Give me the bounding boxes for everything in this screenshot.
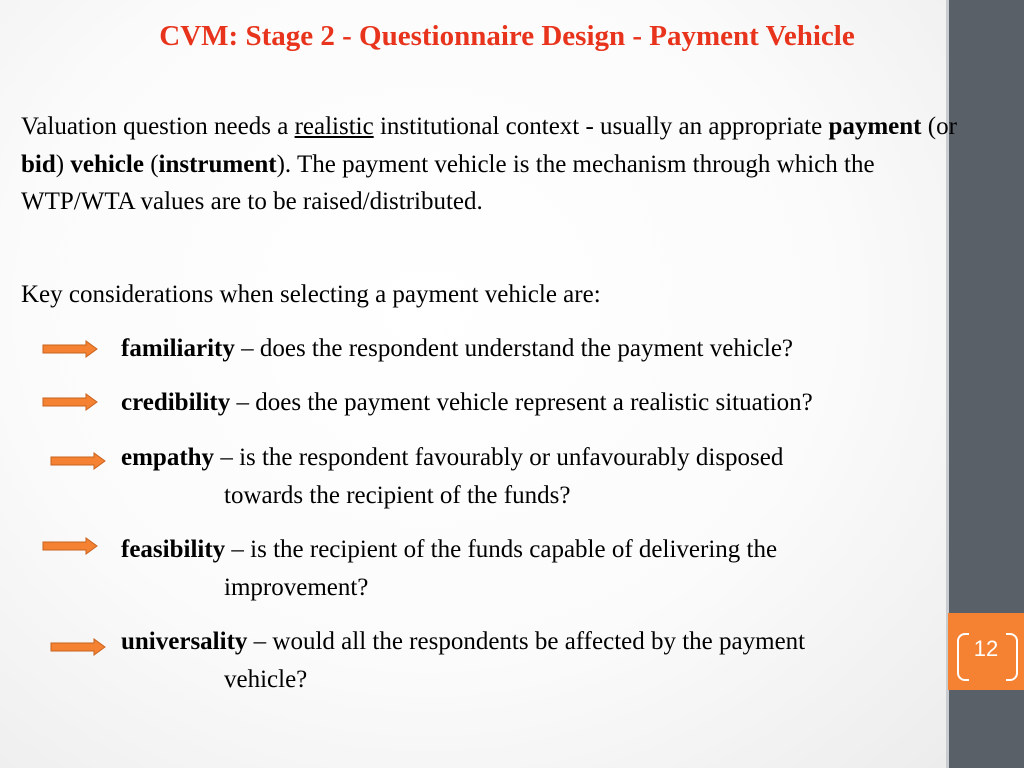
consideration-term: universality xyxy=(121,628,248,655)
right-arrow-icon xyxy=(42,537,98,555)
consideration-continuation: improvement? xyxy=(224,573,369,601)
right-arrow-icon xyxy=(50,638,106,656)
right-arrow-icon xyxy=(42,340,98,358)
consideration-text: – is the respondent favourably or unfavourably disposed xyxy=(214,444,784,471)
page-number: 12 xyxy=(973,636,999,661)
consideration-term: empathy xyxy=(121,444,215,471)
vehicle-bold: vehicle xyxy=(70,150,144,178)
intro-paragraph xyxy=(21,108,981,221)
consideration-feasibility xyxy=(121,531,1001,606)
bid-bold: bid xyxy=(21,150,56,178)
consideration-term: credibility xyxy=(121,389,231,416)
instrument-bold: instrument xyxy=(158,150,277,178)
consideration-text: – would all the respondents be affected by the payment xyxy=(247,628,806,655)
consideration-term: feasibility xyxy=(121,536,226,563)
intro-text: (or xyxy=(921,113,957,140)
intro-text: Valuation question needs a xyxy=(21,113,295,140)
consideration-familiarity xyxy=(121,330,1001,368)
slide-title: CVM: Stage 2 - Questionnaire Design - Payment Vehicle xyxy=(159,20,855,52)
key-considerations-heading: Key considerations when selecting a payment vehicle are: xyxy=(21,281,601,308)
payment-bold: payment xyxy=(828,113,922,140)
consideration-text: – does the respondent understand the payment vehicle? xyxy=(234,335,794,362)
consideration-credibility xyxy=(121,384,1001,422)
consideration-empathy xyxy=(121,439,1001,514)
right-arrow-icon xyxy=(42,393,98,411)
consideration-text: – does the payment vehicle represent a realistic situation? xyxy=(230,389,813,416)
intro-text: ( xyxy=(143,150,159,178)
right-arrow-icon xyxy=(50,452,106,470)
consideration-universality xyxy=(121,623,1001,698)
intro-text: ). The payment vehicle is the mechanism through which the WTP/WTA values are to be raised/distributed. xyxy=(21,150,875,215)
consideration-term: familiarity xyxy=(121,335,235,362)
consideration-text: – is the recipient of the funds capable of delivering the xyxy=(225,536,778,563)
consideration-continuation: vehicle? xyxy=(224,665,308,693)
consideration-continuation: towards the recipient of the funds? xyxy=(224,481,571,509)
realistic-underlined: realistic xyxy=(294,113,374,140)
intro-text: ) xyxy=(55,150,71,178)
intro-text: institutional context - usually an appropriate xyxy=(373,113,829,140)
